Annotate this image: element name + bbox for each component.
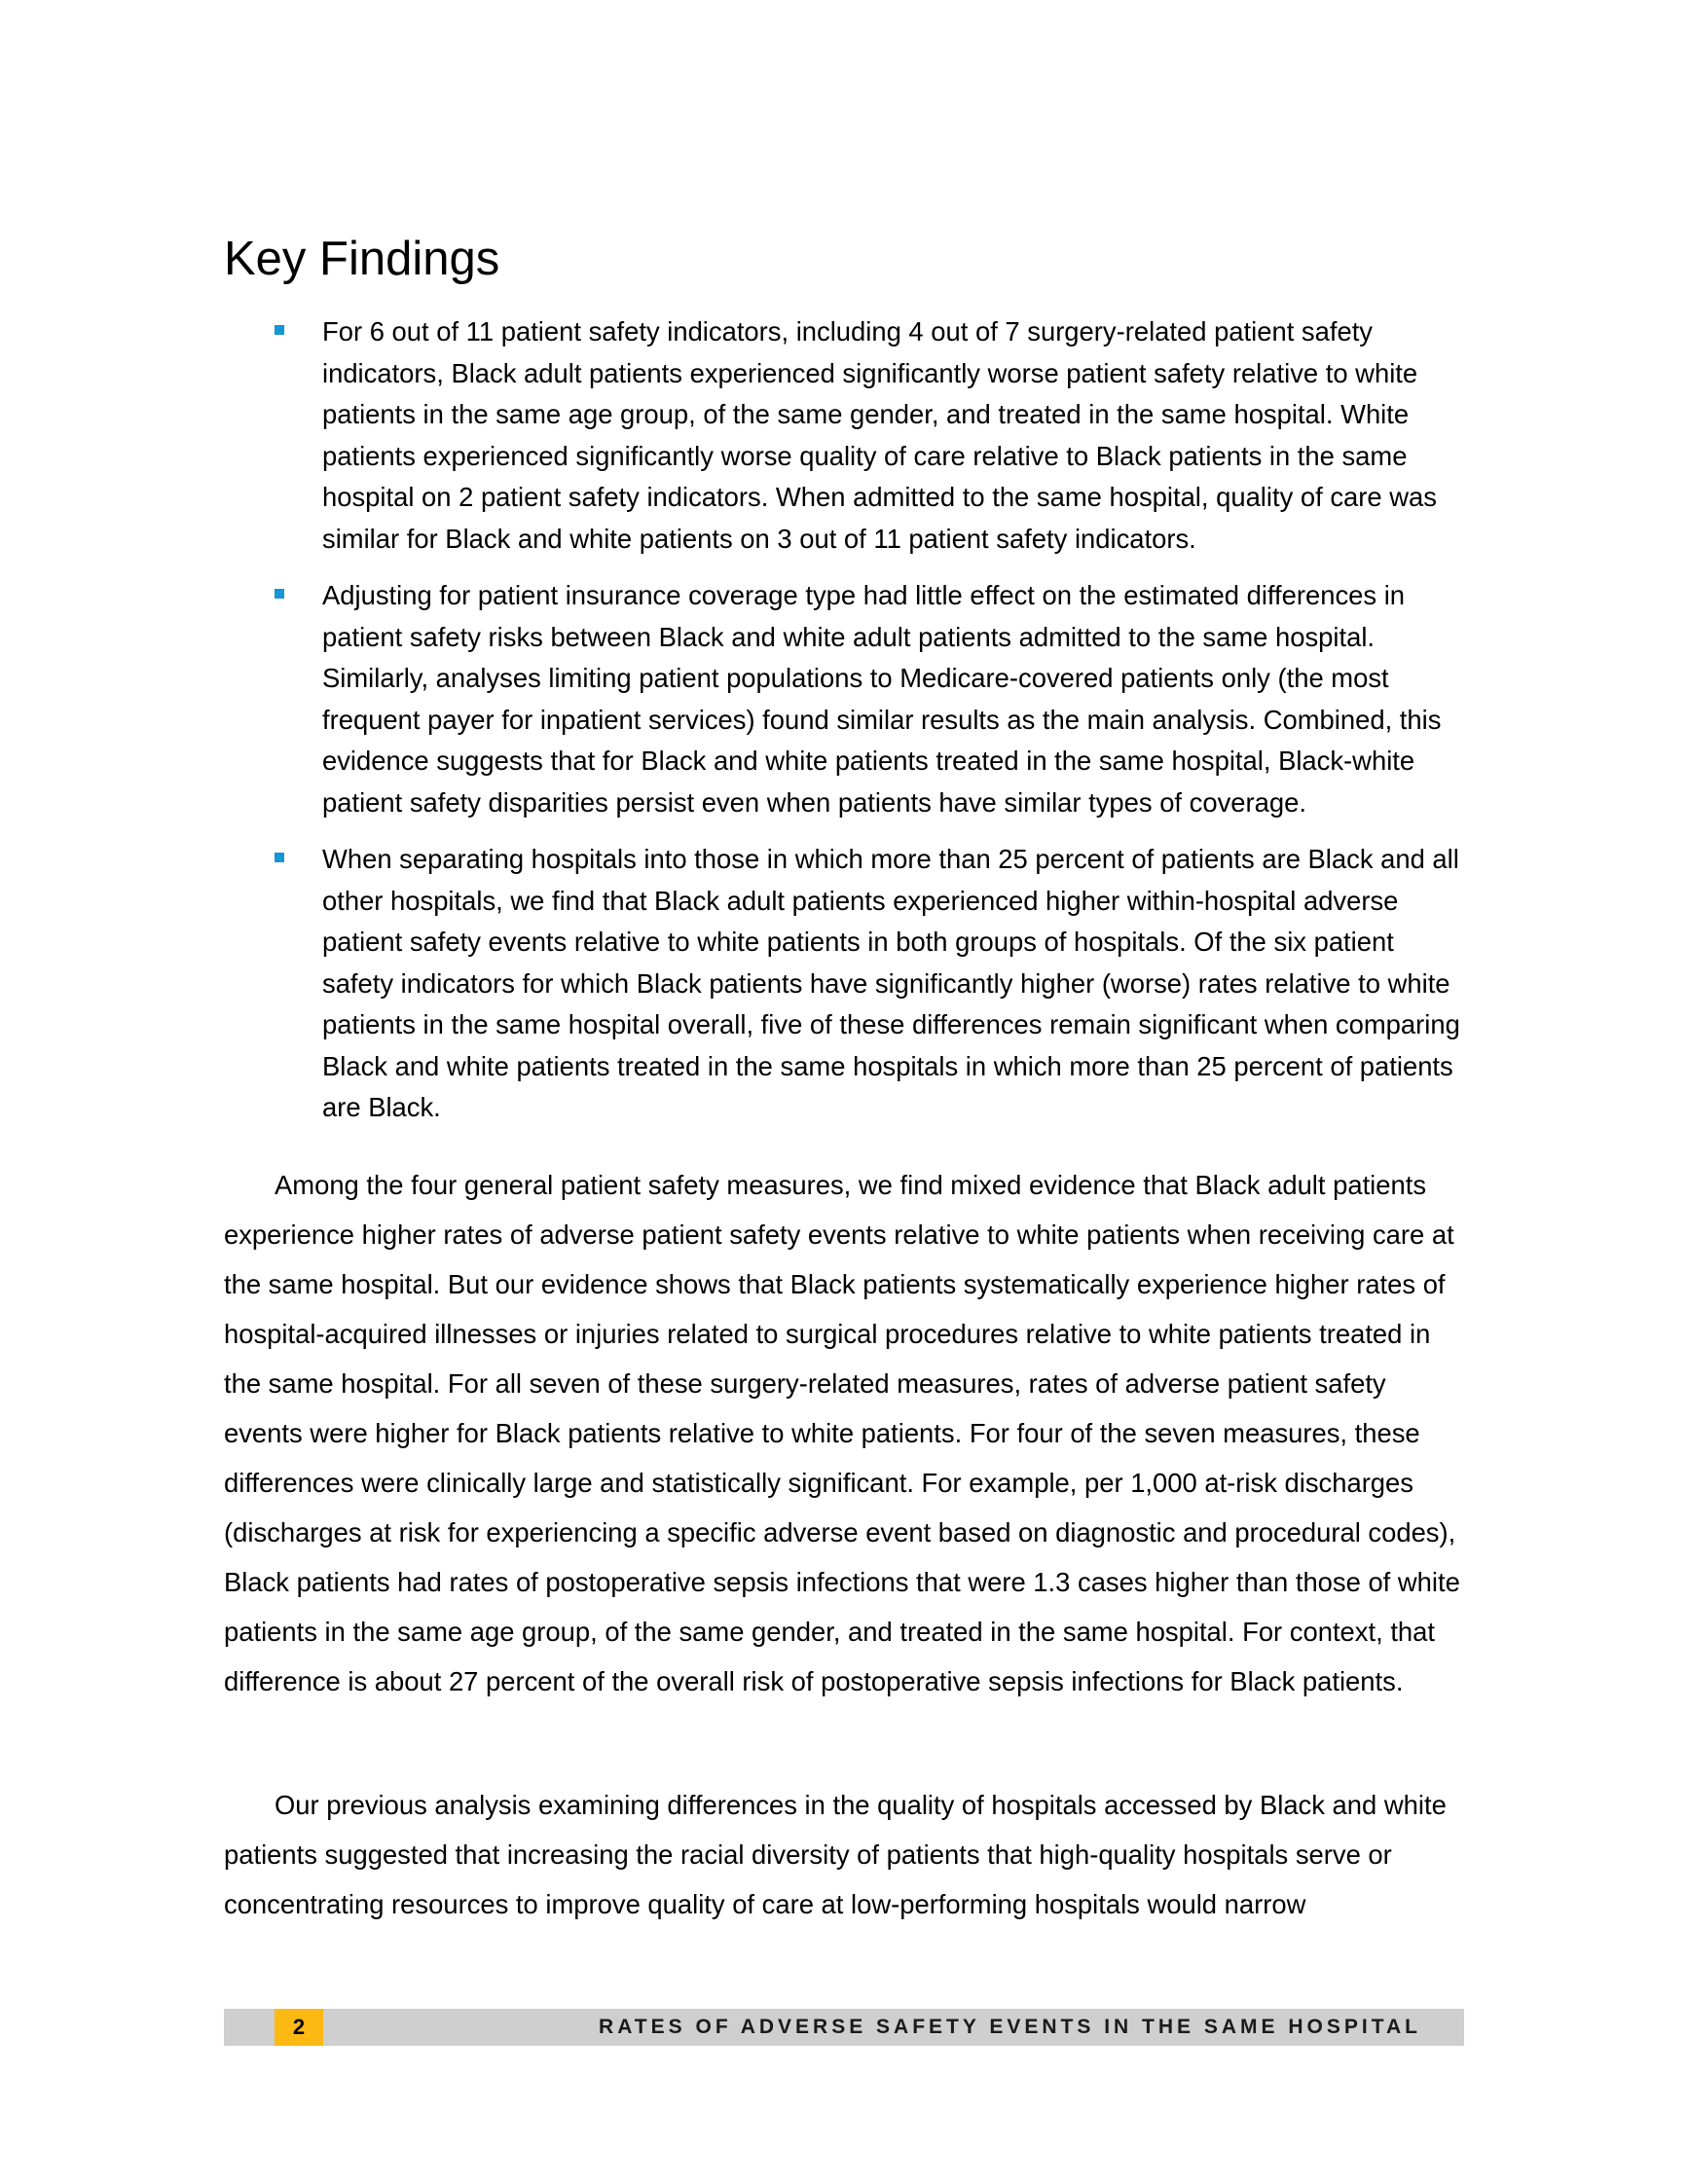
list-item-text: For 6 out of 11 patient safety indicators, including 4 out of 7 surgery-related patient safety indicators, Black adult patients experienced significantly worse patient safety relative to white patients in the same age group, of the same gender, and treated in the same hospital. White patients experienced significantly worse quality of care relative to Black patients in the same hospital on 2 patient safety indicators. When admitted to the same hospital, quality of care was similar for Black and white patients on 3 out of 11 patient safety indicators. xyxy=(322,316,1437,554)
page-number: 2 xyxy=(275,2009,323,2046)
list-item xyxy=(224,839,1464,1129)
document-page xyxy=(224,0,1464,2184)
section-heading: Key Findings xyxy=(224,233,500,285)
running-title: RATES OF ADVERSE SAFETY EVENTS IN THE SAME HOSPITAL xyxy=(599,2016,1421,2038)
body-paragraph: Our previous analysis examining differences in the quality of hospitals accessed by Black and white patients suggested that increasing the racial diversity of patients that high-quality hospitals serve or concentrating resources to improve quality of care at low-performing hospitals would narrow xyxy=(224,1790,1447,1919)
list-item xyxy=(224,311,1464,560)
list-item-text: When separating hospitals into those in which more than 25 percent of patients are Black and all other hospitals, we find that Black adult patients experienced higher within-hospital adverse patient safety events relative to white patients in both groups of hospitals. Of the six patient safety indicators for which Black patients have significantly higher (worse) rates relative to white patients in the same hospital overall, five of these differences remain significant when comparing Black and white patients treated in the same hospitals in which more than 25 percent of patients are Black. xyxy=(322,844,1460,1122)
list-item-text: Adjusting for patient insurance coverage type had little effect on the estimated differences in patient safety risks between Black and white adult patients admitted to the same hospital. Similarly, analyses limiting patient populations to Medicare-covered patients only (the most frequent payer for inpatient services) found similar results as the main analysis. Combined, this evidence suggests that for Black and white patients treated in the same hospital, Black-white patient safety disparities persist even when patients have similar types of coverage. xyxy=(322,580,1442,818)
square-bullet-icon xyxy=(275,589,284,599)
list-item xyxy=(224,575,1464,823)
square-bullet-icon xyxy=(275,853,284,862)
page-footer xyxy=(224,2009,1464,2046)
key-findings-list xyxy=(224,311,1464,1145)
square-bullet-icon xyxy=(275,325,284,335)
body-paragraph: Among the four general patient safety measures, we find mixed evidence that Black adult patients experience higher rates of adverse patient safety events relative to white patients when receiving care at the same hospital. But our evidence shows that Black patients systematically experience higher rates of hospital-acquired illnesses or injuries related to surgical procedures relative to white patients treated in the same hospital. For all seven of these surgery-related measures, rates of adverse patient safety events were higher for Black patients relative to white patients. For four of the seven measures, these differences were clinically large and statistically significant. For example, per 1,000 at-risk discharges (discharges at risk for experiencing a specific adverse event based on diagnostic and procedural codes), Black patients had rates of postoperative sepsis infections that were 1.3 cases higher than those of white patients in the same age group, of the same gender, and treated in the same hospital. For context, that difference is about 27 percent of the overall risk of postoperative sepsis infections for Black patients. xyxy=(224,1170,1460,1696)
